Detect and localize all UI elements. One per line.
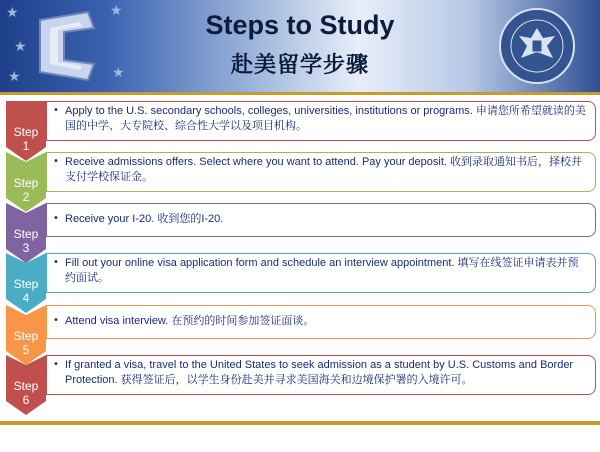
gold-divider-bottom: [0, 421, 600, 425]
step-5-text: Attend visa interview. 在预约的时间参加签证面谈。: [65, 315, 315, 327]
step-4-chevron: [6, 253, 46, 313]
step-1-box: [46, 101, 596, 141]
step-2-number: 2: [22, 190, 30, 204]
step-3-text: Receive your I-20. 收到您的I-20.: [65, 213, 224, 225]
step-5-box: [46, 305, 596, 339]
page-title: Steps to Study: [205, 10, 395, 40]
step-4-text: Fill out your online visa application form and schedule an interview appointment. 填写在线签证申请表并预约面试。: [65, 257, 579, 284]
star-icon: ★: [8, 69, 21, 85]
step-1-number: 1: [22, 139, 30, 153]
bullet-icon: •: [53, 156, 59, 167]
step-2-box: [46, 152, 596, 192]
step-1-label: Step: [13, 125, 39, 139]
step-6-box: [46, 355, 596, 395]
header-banner: [0, 0, 600, 92]
step-6-text: If granted a visa, travel to the United States to seek admission as a student by U.S. Customs and Border Protection. 获得签证后，以学生身份赴美并寻求美国海关和边境保护署的入境许可。: [65, 359, 574, 386]
c-letter-logo-icon: [32, 8, 102, 84]
bullet-icon: •: [53, 257, 59, 268]
bullet-icon: •: [53, 315, 59, 326]
step-2-label: Step: [13, 176, 39, 190]
star-icon: ★: [112, 65, 125, 81]
page-subtitle: 赴美留学步骤: [230, 53, 369, 78]
step-6-label: Step: [13, 379, 39, 393]
step-4-number: 4: [22, 291, 30, 305]
step-5-number: 5: [22, 343, 30, 357]
step-3-number: 3: [22, 241, 30, 255]
step-4-label: Step: [13, 277, 39, 291]
bullet-icon: •: [53, 105, 59, 116]
step-4-box: [46, 253, 596, 293]
star-icon: ★: [14, 39, 27, 55]
bullet-icon: •: [53, 213, 59, 224]
step-5-label: Step: [13, 329, 39, 343]
bullet-icon: •: [53, 359, 59, 370]
star-icon: ★: [6, 5, 19, 21]
step-1-text: Apply to the U.S. secondary schools, colleges, universities, institutions or programs. 申请您所希望就读的美国的中学、大专院校、综合性大学以及项目机构。: [65, 105, 586, 132]
step-2-text: Receive admissions offers. Select where you want to attend. Pay your deposit. 收到录取通知书后，择校并支付学校保证金。: [65, 156, 582, 183]
gold-divider-top: [0, 92, 600, 95]
step-6-number: 6: [22, 393, 30, 407]
step-3-label: Step: [13, 227, 39, 241]
department-of-state-seal-icon: [497, 6, 577, 86]
step-3-box: [46, 203, 596, 237]
step-6-chevron: [6, 355, 46, 415]
star-icon: ★: [110, 3, 123, 19]
